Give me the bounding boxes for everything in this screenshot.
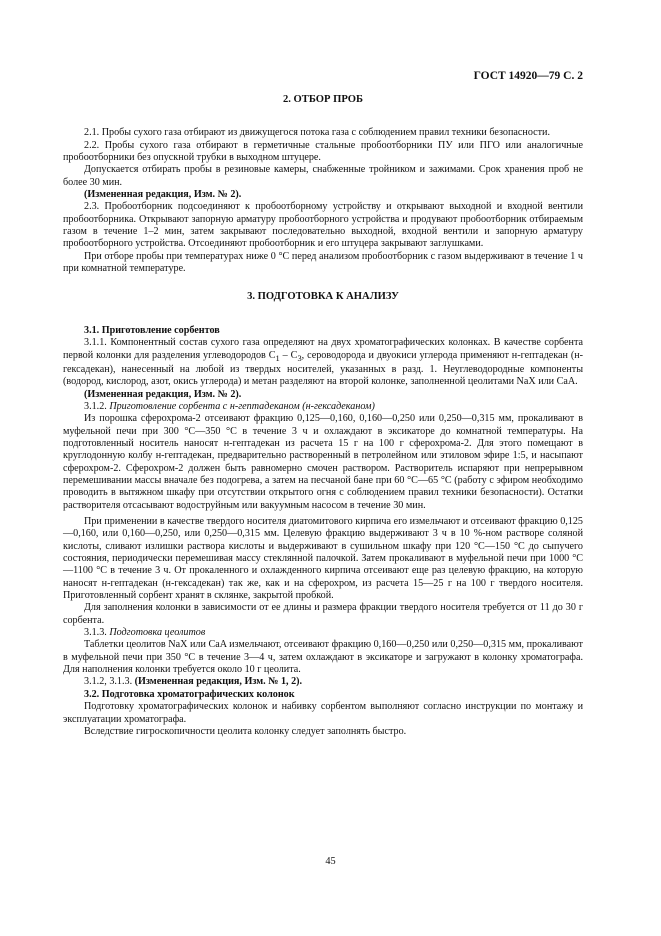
subscript-3: 3 xyxy=(297,352,302,363)
paragraph-2-1: 2.1. Пробы сухого газа отбирают из движущегося потока газа с соблюдением правил техники безопасности. xyxy=(84,127,550,139)
paragraph-3-2-a: Подготовку хроматографических колонок и набивку сорбентом выполняют согласно инструкции по монтажу и эксплуатации хроматографа. xyxy=(63,701,583,725)
heading-3-1: 3.1. Приготовление сорбентов xyxy=(84,324,220,336)
amendment-note: (Измененная редакция, Изм. № 1, 2). xyxy=(134,676,303,688)
paragraph-3-1-3-heading xyxy=(63,627,583,639)
p311-end: , сероводорода и двуокиси углерода применяют н-гептадекан (н-гексадекан), нанесенный на любой из твердых носителей, указанных в разд. 1. Неуглеводородные компоненты (водород, кислород, азот, окись углерода) и метан разделяют на второй колонке, заполненной цеолитами NaX или CaA. xyxy=(63,349,583,388)
amendment-note: (Измененная редакция, Изм. № 2). xyxy=(84,189,242,201)
running-header: ГОСТ 14920—79 С. 2 xyxy=(473,70,583,82)
amendment-line xyxy=(63,676,583,688)
paragraph-3-1-2-a: Из порошка сферохрома-2 отсеивают фракцию 0,125—0,160, 0,160—0,250 или 0,250—0,315 мм, прокаливают в муфельной печи при 300 °С—350 °С в течение 3 ч и охлаждают в эксикаторе до комнатной температуры. На подготовленный носитель наносят н-гептадекан из расчета 15 г на 100 г сферохрома-2. Для этого помещают в круглодонную колбу н-гептадекан, предварительно растворенный в петролейном или этиловом эфире 1:5, и насыпают сферохром-2. Сферохром-2 должен быть равномерно смочен раствором. Растворитель испаряют при непрерывном перемешивании массы вначале без подогрева, а затем на песчаной бане при 60 °С—65 °С (работу с эфиром необходимо проводить в вытяжном шкафу при отсутствии открытого огня с соблюдением правил техники безопасности). Остатки растворителя отсасывают водоструйным или вакуумным насосом в течение 30 мин. xyxy=(63,413,583,511)
heading-3-2: 3.2. Подготовка хроматографических колонок xyxy=(84,688,295,700)
paragraph-2-2: 2.2. Пробы сухого газа отбирают в герметичные стальные пробоотборники ПУ или ПГО или аналогичные пробоотборники без опускной трубки в выходном штуцере. xyxy=(63,139,583,164)
p311-start: 3.1.1. Компонентный состав сухого газа определяют на двух хроматографических колонках. В качестве сорбента первой колонки для разделения углеводородов С xyxy=(63,337,583,361)
paragraph-2-3: 2.3. Пробоотборник подсоединяют к пробоотборному устройству и открывают выходной и входной вентили пробоотборника. Открывают запорную арматуру пробоотборного устройства и продувают пробоотборник отбираемым газом в течение 1–2 мин, затем закрывают последовательно выходной, входной вентили и запорную арматуру пробоотборного устройства. Отсоединяют пробоотборник и его штуцера закрывают заглушками. xyxy=(63,201,583,250)
paragraph-3-2-b: Вследствие гигроскопичности цеолита колонку следует заполнять быстро. xyxy=(84,725,407,737)
paragraph-3-1-3-a: Таблетки цеолитов NaX или CaA измельчают, отсеивают фракцию 0,160—0,250 или 0,250—0,315 мм, прокаливают в муфельной печи при 350 °С в течение 3—4 ч, затем охлаждают в эксикаторе и загружают в колонку хроматографа. Для наполнения колонки требуется около 10 г цеолита. xyxy=(63,639,583,676)
p313-label: 3.1.3. xyxy=(84,627,110,639)
amendment-prefix: 3.1.2, 3.1.3. xyxy=(84,676,135,688)
p313-title: Подготовка цеолитов xyxy=(109,627,206,639)
paragraph-3-1-2-c: Для заполнения колонки в зависимости от ее длины и размера фракции твердого носителя требуется от 11 до 30 г сорбента. xyxy=(63,602,583,626)
p312-title: Приготовление сорбента с н-гептадеканом (н-гексадеканом) xyxy=(109,400,375,412)
section-3-title: 3. ПОДГОТОВКА К АНАЛИЗУ xyxy=(247,291,399,303)
paragraph-3-1-2-heading xyxy=(63,401,583,413)
paragraph-2-3-note: При отборе пробы при температурах ниже 0 °С перед анализом пробоотборник с газом выдерживают в течение 1 ч при комнатной температуре. xyxy=(63,250,583,275)
page-number: 45 xyxy=(325,856,336,867)
paragraph-2-2-note: Допускается отбирать пробы в резиновые камеры, снабженные тройником и зажимами. Срок хранения проб не более 30 мин. xyxy=(63,164,583,188)
paragraph-3-1-2-b: При применении в качестве твердого носителя диатомитового кирпича его измельчают и отсеивают фракцию 0,125—0,160, или 0,160—0,250, или 0,250—0,315 мм. Целевую фракцию выдерживают 3 ч в 10 %-ном растворе соляной кислоты, сливают излишки раствора кислоты и выдерживают в сушильном шкафу при 120 °С—150 °С до сыпучего состояния, периодически перемешивая массу стеклянной палочкой. Затем прокаливают в муфельной печи при 1000 °С—1100 °С в течение 3 ч. От прокаленного и охлажденного кирпича отсеивают еще раз целевую фракцию, на которую наносят н-гептадекан (н-гексадекан) так же, как и на сферохром, из расчета 15—25 г на 100 г твердого носителя. Приготовленный сорбент хранят в склянке, закрытой пробкой. xyxy=(63,516,583,602)
document-body xyxy=(63,94,583,738)
amendment-note: (Измененная редакция, Изм. № 2). xyxy=(84,388,242,400)
subscript-1: 1 xyxy=(275,352,280,363)
p312-label: 3.1.2. xyxy=(84,400,110,412)
paragraph-3-1-1 xyxy=(63,337,583,388)
section-2-title: 2. ОТБОР ПРОБ xyxy=(282,94,364,105)
p311-dash: – С xyxy=(279,349,298,361)
